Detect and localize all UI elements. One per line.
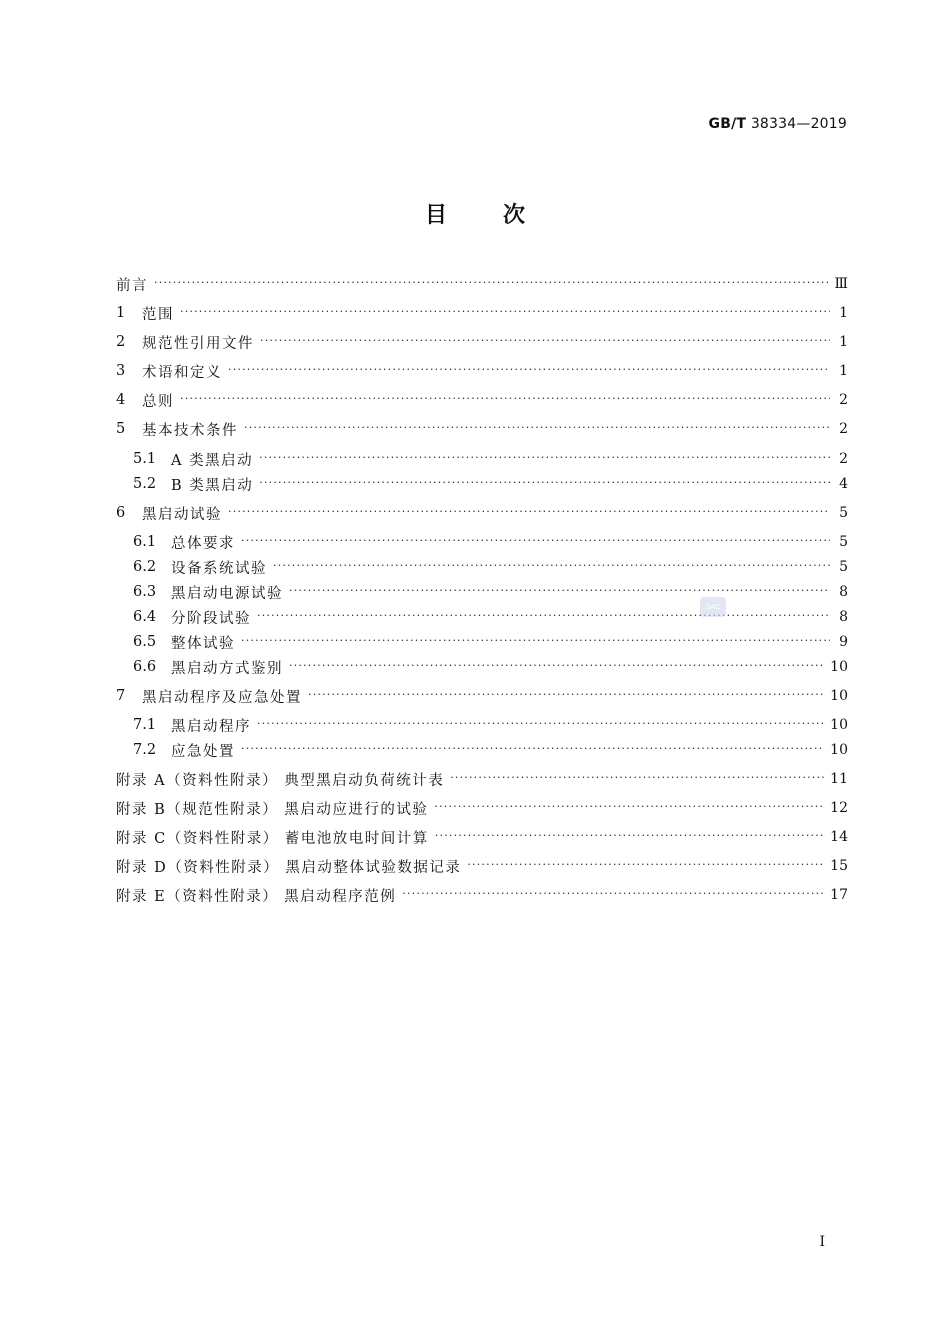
toc-leader-dots	[435, 831, 824, 845]
toc-entry[interactable]	[116, 605, 848, 629]
sac-watermark-logo: SAC	[700, 597, 726, 617]
toc-entry[interactable]	[116, 655, 848, 679]
toc-entry-label: 附录 D（资料性附录） 黑启动整体试验数据记录	[116, 859, 462, 876]
toc-leader-dots	[180, 307, 830, 321]
toc-entry-label: B 类黑启动	[171, 477, 254, 494]
toc-page-number: 1	[839, 363, 848, 379]
toc-page-number: Ⅲ	[834, 276, 848, 292]
toc-page-number: 5	[839, 559, 848, 575]
standard-prefix: GB/T	[708, 116, 747, 132]
toc-entry[interactable]	[116, 767, 848, 791]
toc-leader-dots	[289, 586, 830, 600]
toc-entry-label: 术语和定义	[142, 364, 222, 381]
toc-entry-label: 黑启动程序及应急处置	[142, 689, 302, 706]
toc-leader-dots	[180, 394, 830, 408]
toc-leader-dots	[228, 507, 830, 521]
toc-leader-dots	[228, 365, 830, 379]
toc-leader-dots	[241, 536, 830, 550]
toc-entry[interactable]	[116, 555, 848, 579]
toc-section-number: 6.6	[133, 659, 157, 675]
toc-entry-label: 应急处置	[171, 743, 235, 760]
toc-leader-dots	[259, 453, 830, 467]
toc-entry[interactable]	[116, 580, 848, 604]
toc-entry[interactable]	[116, 713, 848, 737]
toc-entry-label: 附录 B（规范性附录） 黑启动应进行的试验	[116, 801, 429, 818]
toc-page-number: 17	[830, 887, 848, 903]
toc-entry-label: A 类黑启动	[171, 452, 254, 469]
toc-entry-label: 黑启动方式鉴别	[171, 660, 283, 677]
toc-entry-label: 黑启动程序	[171, 718, 251, 735]
toc-entry[interactable]	[116, 630, 848, 654]
toc-leader-dots	[257, 611, 830, 625]
toc-entry[interactable]	[116, 796, 848, 820]
toc-section-number: 5.1	[133, 451, 157, 467]
toc-entry-label: 整体试验	[171, 635, 235, 652]
toc-entry[interactable]	[116, 472, 848, 496]
toc-leader-dots	[244, 423, 830, 437]
toc-page-number: 8	[839, 609, 848, 625]
toc-section-number: 1	[116, 305, 126, 321]
toc-section-number: 4	[116, 392, 126, 408]
toc-entry[interactable]	[116, 417, 848, 441]
toc-page-number: 10	[830, 688, 848, 704]
toc-leader-dots	[467, 860, 824, 874]
page-number: I	[819, 1234, 825, 1250]
toc-entry-label: 黑启动电源试验	[171, 585, 283, 602]
standard-number: 38334—2019	[750, 116, 847, 132]
toc-leader-dots	[450, 773, 824, 787]
toc-leader-dots	[259, 478, 830, 492]
toc-entry-label: 总体要求	[171, 535, 235, 552]
toc-entry-label: 前言	[116, 277, 148, 294]
toc-section-number: 7.1	[133, 717, 157, 733]
toc-section-number: 6.4	[133, 609, 157, 625]
standard-code	[709, 116, 847, 132]
toc-page-number: 1	[839, 305, 848, 321]
toc-page-number: 14	[830, 829, 848, 845]
toc-page-number: 11	[830, 771, 848, 787]
toc-page-number: 10	[830, 717, 848, 733]
toc-section-number: 6.2	[133, 559, 157, 575]
page-title	[0, 198, 950, 229]
toc-page-number: 10	[830, 659, 848, 675]
toc-entry[interactable]	[116, 883, 848, 907]
toc-page-number: 12	[830, 800, 848, 816]
toc-entry[interactable]	[116, 684, 848, 708]
toc-entry-label: 基本技术条件	[142, 422, 238, 439]
toc-entry[interactable]	[116, 854, 848, 878]
toc-section-number: 6.3	[133, 584, 157, 600]
toc-page-number: 4	[839, 476, 848, 492]
toc-entry-label: 总则	[142, 393, 174, 410]
toc-page-number: 9	[839, 634, 848, 650]
toc-entry[interactable]	[116, 738, 848, 762]
toc-entry[interactable]	[116, 501, 848, 525]
toc-section-number: 6.5	[133, 634, 157, 650]
toc-entry-label: 黑启动试验	[142, 506, 222, 523]
toc-entry[interactable]	[116, 388, 848, 412]
toc-page-number: 2	[839, 451, 848, 467]
toc-section-number: 5	[116, 421, 126, 437]
toc-section-number: 7	[116, 688, 126, 704]
toc-page-number: 2	[839, 421, 848, 437]
toc-entry[interactable]	[116, 825, 848, 849]
toc-entry-label: 附录 C（资料性附录） 蓄电池放电时间计算	[116, 830, 429, 847]
toc-section-number: 6	[116, 505, 126, 521]
toc-leader-dots	[308, 690, 824, 704]
toc-page-number: 5	[839, 505, 848, 521]
toc-leader-dots	[273, 561, 830, 575]
toc-leader-dots	[260, 336, 830, 350]
toc-page-number: 5	[839, 534, 848, 550]
toc-entry-label: 范围	[142, 306, 174, 323]
toc-section-number: 3	[116, 363, 126, 379]
toc-entry-label: 规范性引用文件	[142, 335, 254, 352]
toc-leader-dots	[289, 661, 824, 675]
toc-leader-dots	[257, 719, 824, 733]
toc-entry[interactable]	[116, 359, 848, 383]
toc-entry-label: 分阶段试验	[171, 610, 251, 627]
toc-section-number: 5.2	[133, 476, 157, 492]
toc-entry[interactable]	[116, 530, 848, 554]
toc-entry[interactable]	[116, 447, 848, 471]
toc-entry[interactable]	[116, 330, 848, 354]
toc-section-number: 6.1	[133, 534, 157, 550]
toc-page-number: 15	[830, 858, 848, 874]
toc-leader-dots	[241, 744, 824, 758]
toc-leader-dots	[241, 636, 830, 650]
toc-page-number: 1	[839, 334, 848, 350]
toc-entry[interactable]	[116, 301, 848, 325]
toc-leader-dots	[154, 278, 828, 292]
toc-page-number: 10	[830, 742, 848, 758]
title-char-2: 次	[503, 202, 526, 228]
toc-entry-label: 设备系统试验	[171, 560, 267, 577]
toc-page-number: 2	[839, 392, 848, 408]
toc-entry-label: 附录 A（资料性附录） 典型黑启动负荷统计表	[116, 772, 445, 789]
toc-leader-dots	[434, 802, 824, 816]
toc-entry-label: 附录 E（资料性附录） 黑启动程序范例	[116, 888, 397, 905]
toc-section-number: 7.2	[133, 742, 157, 758]
toc-leader-dots	[402, 889, 824, 903]
toc-page-number: 8	[839, 584, 848, 600]
toc-section-number: 2	[116, 334, 126, 350]
toc-entry[interactable]	[116, 272, 848, 296]
title-char-1: 目	[424, 202, 447, 228]
